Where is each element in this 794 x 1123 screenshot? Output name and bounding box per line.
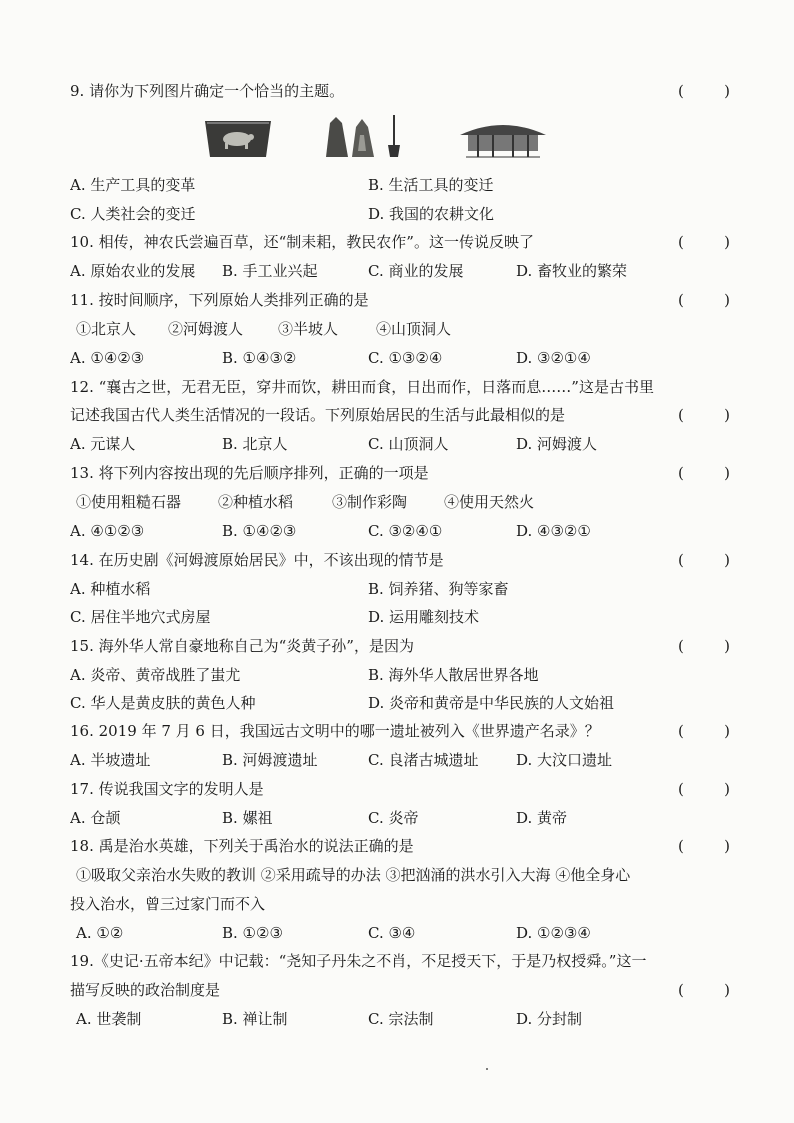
question-17-stem-line bbox=[70, 778, 730, 800]
item-13-4: ④使用天然火 bbox=[444, 493, 535, 511]
option-13-b[interactable]: B. ①④②③ bbox=[222, 522, 297, 540]
option-18-b[interactable]: B. ①②③ bbox=[222, 924, 283, 942]
answer-bracket-18[interactable]: ( ) bbox=[678, 837, 730, 855]
question-18-stem-line bbox=[70, 835, 730, 857]
option-9-a[interactable]: A. 生产工具的变革 bbox=[70, 176, 196, 194]
question-12-options bbox=[70, 433, 730, 455]
option-11-a[interactable]: A. ①④②③ bbox=[70, 349, 145, 367]
answer-bracket-10[interactable]: ( ) bbox=[678, 233, 730, 251]
question-14-stem: 14. 在历史剧《河姆渡原始居民》中，不该出现的情节是 bbox=[70, 551, 444, 569]
question-15-stem-line bbox=[70, 635, 730, 657]
option-19-b[interactable]: B. 禅让制 bbox=[222, 1010, 288, 1028]
item-11-2: ②河姆渡人 bbox=[168, 320, 244, 338]
option-19-d[interactable]: D. 分封制 bbox=[516, 1010, 583, 1028]
question-19-stem-line-2 bbox=[70, 979, 730, 1001]
question-17-options bbox=[70, 807, 730, 829]
item-11-1: ①北京人 bbox=[76, 320, 137, 338]
question-10-stem: 10. 相传，神农氏尝遍百草，还“制耒耜，教民农作”。这一传说反映了 bbox=[70, 233, 534, 251]
question-12-stem-line-1 bbox=[70, 376, 730, 398]
question-11-stem-line bbox=[70, 289, 730, 311]
question-9-options-row-2 bbox=[70, 203, 730, 225]
question-14-options-row-1 bbox=[70, 578, 730, 600]
option-19-c[interactable]: C. 宗法制 bbox=[368, 1010, 434, 1028]
option-17-b[interactable]: B. 嫘祖 bbox=[222, 809, 273, 827]
option-9-c[interactable]: C. 人类社会的变迁 bbox=[70, 205, 196, 223]
option-13-d[interactable]: D. ④③②① bbox=[516, 522, 591, 540]
question-19-stem-line-1 bbox=[70, 950, 720, 972]
question-11-options bbox=[70, 347, 730, 369]
question-13-stem: 13. 将下列内容按出现的先后顺序排列，正确的一项是 bbox=[70, 464, 429, 482]
option-14-d[interactable]: D. 运用雕刻技术 bbox=[368, 608, 480, 626]
answer-bracket-12[interactable]: ( ) bbox=[678, 406, 730, 424]
option-16-c[interactable]: C. 良渚古城遗址 bbox=[368, 751, 479, 769]
question-13-items bbox=[70, 491, 730, 513]
option-16-d[interactable]: D. 大汶口遗址 bbox=[516, 751, 613, 769]
option-14-b[interactable]: B. 饲养猪、狗等家畜 bbox=[368, 580, 509, 598]
question-13-stem-line bbox=[70, 462, 730, 484]
option-18-c[interactable]: C. ③④ bbox=[368, 924, 416, 942]
question-16-stem: 16. 2019 年 7 月 6 日，我国远古文明中的哪一遗址被列入《世界遗产名录》？ bbox=[70, 722, 600, 740]
option-18-d[interactable]: D. ①②③④ bbox=[516, 924, 591, 942]
option-17-d[interactable]: D. 黄帝 bbox=[516, 809, 568, 827]
question-10-stem-line bbox=[70, 231, 730, 253]
option-10-d[interactable]: D. 畜牧业的繁荣 bbox=[516, 262, 628, 280]
option-14-a[interactable]: A. 种植水稻 bbox=[70, 580, 151, 598]
question-14-stem-line bbox=[70, 549, 730, 571]
question-18-stem: 18. 禹是治水英雄，下列关于禹治水的说法正确的是 bbox=[70, 837, 414, 855]
option-13-c[interactable]: C. ③②④① bbox=[368, 522, 443, 540]
option-17-a[interactable]: A. 仓颉 bbox=[70, 809, 121, 827]
question-15-stem: 15. 海外华人常自豪地称自己为“炎黄子孙”，是因为 bbox=[70, 637, 414, 655]
question-14-options-row-2 bbox=[70, 606, 730, 628]
option-17-c[interactable]: C. 炎帝 bbox=[368, 809, 419, 827]
question-12-stem-part-2: 记述我国古代人类生活情况的一段话。下列原始居民的生活与此最相似的是 bbox=[70, 406, 566, 424]
question-16-options bbox=[70, 749, 730, 771]
question-9-options-row-1 bbox=[70, 174, 730, 196]
item-13-1: ①使用粗糙石器 bbox=[76, 493, 182, 511]
option-12-c[interactable]: C. 山顶洞人 bbox=[368, 435, 449, 453]
option-12-d[interactable]: D. 河姆渡人 bbox=[516, 435, 598, 453]
question-11-stem: 11. 按时间顺序，下列原始人类排列正确的是 bbox=[70, 291, 369, 309]
question-15-options-row-2 bbox=[70, 692, 730, 714]
option-11-d[interactable]: D. ③②①④ bbox=[516, 349, 591, 367]
answer-bracket-13[interactable]: ( ) bbox=[678, 464, 730, 482]
option-9-b[interactable]: B. 生活工具的变迁 bbox=[368, 176, 494, 194]
question-9-stem: 9. 请你为下列图片确定一个恰当的主题。 bbox=[70, 82, 345, 100]
option-15-c[interactable]: C. 华人是黄皮肤的黄色人种 bbox=[70, 694, 256, 712]
stilt-house-image bbox=[458, 119, 548, 159]
option-18-a[interactable]: A. ①② bbox=[76, 924, 124, 942]
question-12-stem-part-1: 12. “襄古之世，无君无臣，穿井而饮，耕田而食，日出而作，日落而息……”这是古书里 bbox=[70, 378, 654, 396]
option-15-a[interactable]: A. 炎帝、黄帝战胜了蚩尤 bbox=[70, 666, 241, 684]
question-18-items-line-1 bbox=[76, 864, 736, 886]
question-13-options bbox=[70, 520, 730, 542]
option-16-a[interactable]: A. 半坡遗址 bbox=[70, 751, 151, 769]
question-18-items-part-2: 投入治水，曾三过家门而不入 bbox=[70, 895, 266, 913]
question-10-options bbox=[70, 260, 730, 282]
option-11-b[interactable]: B. ①④③② bbox=[222, 349, 297, 367]
scan-speck bbox=[486, 1068, 488, 1070]
question-12-stem-line-2 bbox=[70, 404, 730, 426]
option-12-a[interactable]: A. 元谋人 bbox=[70, 435, 136, 453]
question-11-items bbox=[70, 318, 730, 340]
answer-bracket-19[interactable]: ( ) bbox=[678, 981, 730, 999]
bone-plough-image bbox=[320, 113, 410, 159]
question-19-stem-part-1: 19.《史记·五帝本纪》中记载：“尧知子丹朱之不肖，不足授天下，于是乃权授舜。”这一 bbox=[70, 952, 647, 970]
question-9-stem-line bbox=[70, 80, 730, 102]
answer-bracket-17[interactable]: ( ) bbox=[678, 780, 730, 798]
option-11-c[interactable]: C. ①③②④ bbox=[368, 349, 443, 367]
question-17-stem: 17. 传说我国文字的发明人是 bbox=[70, 780, 264, 798]
answer-bracket-16[interactable]: ( ) bbox=[678, 722, 730, 740]
option-15-d[interactable]: D. 炎帝和黄帝是中华民族的人文始祖 bbox=[368, 694, 615, 712]
answer-bracket-9[interactable]: ( ) bbox=[678, 82, 730, 100]
item-11-3: ③半坡人 bbox=[278, 320, 339, 338]
question-16-stem-line bbox=[70, 720, 730, 742]
option-10-b[interactable]: B. 手工业兴起 bbox=[222, 262, 318, 280]
pottery-pot-image bbox=[203, 117, 273, 161]
option-15-b[interactable]: B. 海外华人散居世界各地 bbox=[368, 666, 539, 684]
option-9-d[interactable]: D. 我国的农耕文化 bbox=[368, 205, 495, 223]
item-13-3: ③制作彩陶 bbox=[332, 493, 408, 511]
option-14-c[interactable]: C. 居住半地穴式房屋 bbox=[70, 608, 211, 626]
answer-bracket-15[interactable]: ( ) bbox=[678, 637, 730, 655]
question-19-stem-part-2: 描写反映的政治制度是 bbox=[70, 981, 221, 999]
option-13-a[interactable]: A. ④①②③ bbox=[70, 522, 145, 540]
question-18-options bbox=[70, 922, 730, 944]
item-11-4: ④山顶洞人 bbox=[376, 320, 452, 338]
question-15-options-row-1 bbox=[70, 664, 730, 686]
option-10-a[interactable]: A. 原始农业的发展 bbox=[70, 262, 196, 280]
item-13-2: ②种植水稻 bbox=[218, 493, 294, 511]
answer-bracket-11[interactable]: ( ) bbox=[678, 291, 730, 309]
answer-bracket-14[interactable]: ( ) bbox=[678, 551, 730, 569]
option-10-c[interactable]: C. 商业的发展 bbox=[368, 262, 464, 280]
option-19-a[interactable]: A. 世袭制 bbox=[76, 1010, 142, 1028]
option-12-b[interactable]: B. 北京人 bbox=[222, 435, 288, 453]
question-9-images bbox=[200, 113, 560, 163]
question-18-items-part-1: ①吸取父亲治水失败的教训 ②采用疏导的办法 ③把汹涌的洪水引入大海 ④他全身心 bbox=[76, 866, 631, 884]
question-18-items-line-2 bbox=[70, 893, 730, 915]
question-19-options bbox=[70, 1008, 730, 1030]
option-16-b[interactable]: B. 河姆渡遗址 bbox=[222, 751, 318, 769]
